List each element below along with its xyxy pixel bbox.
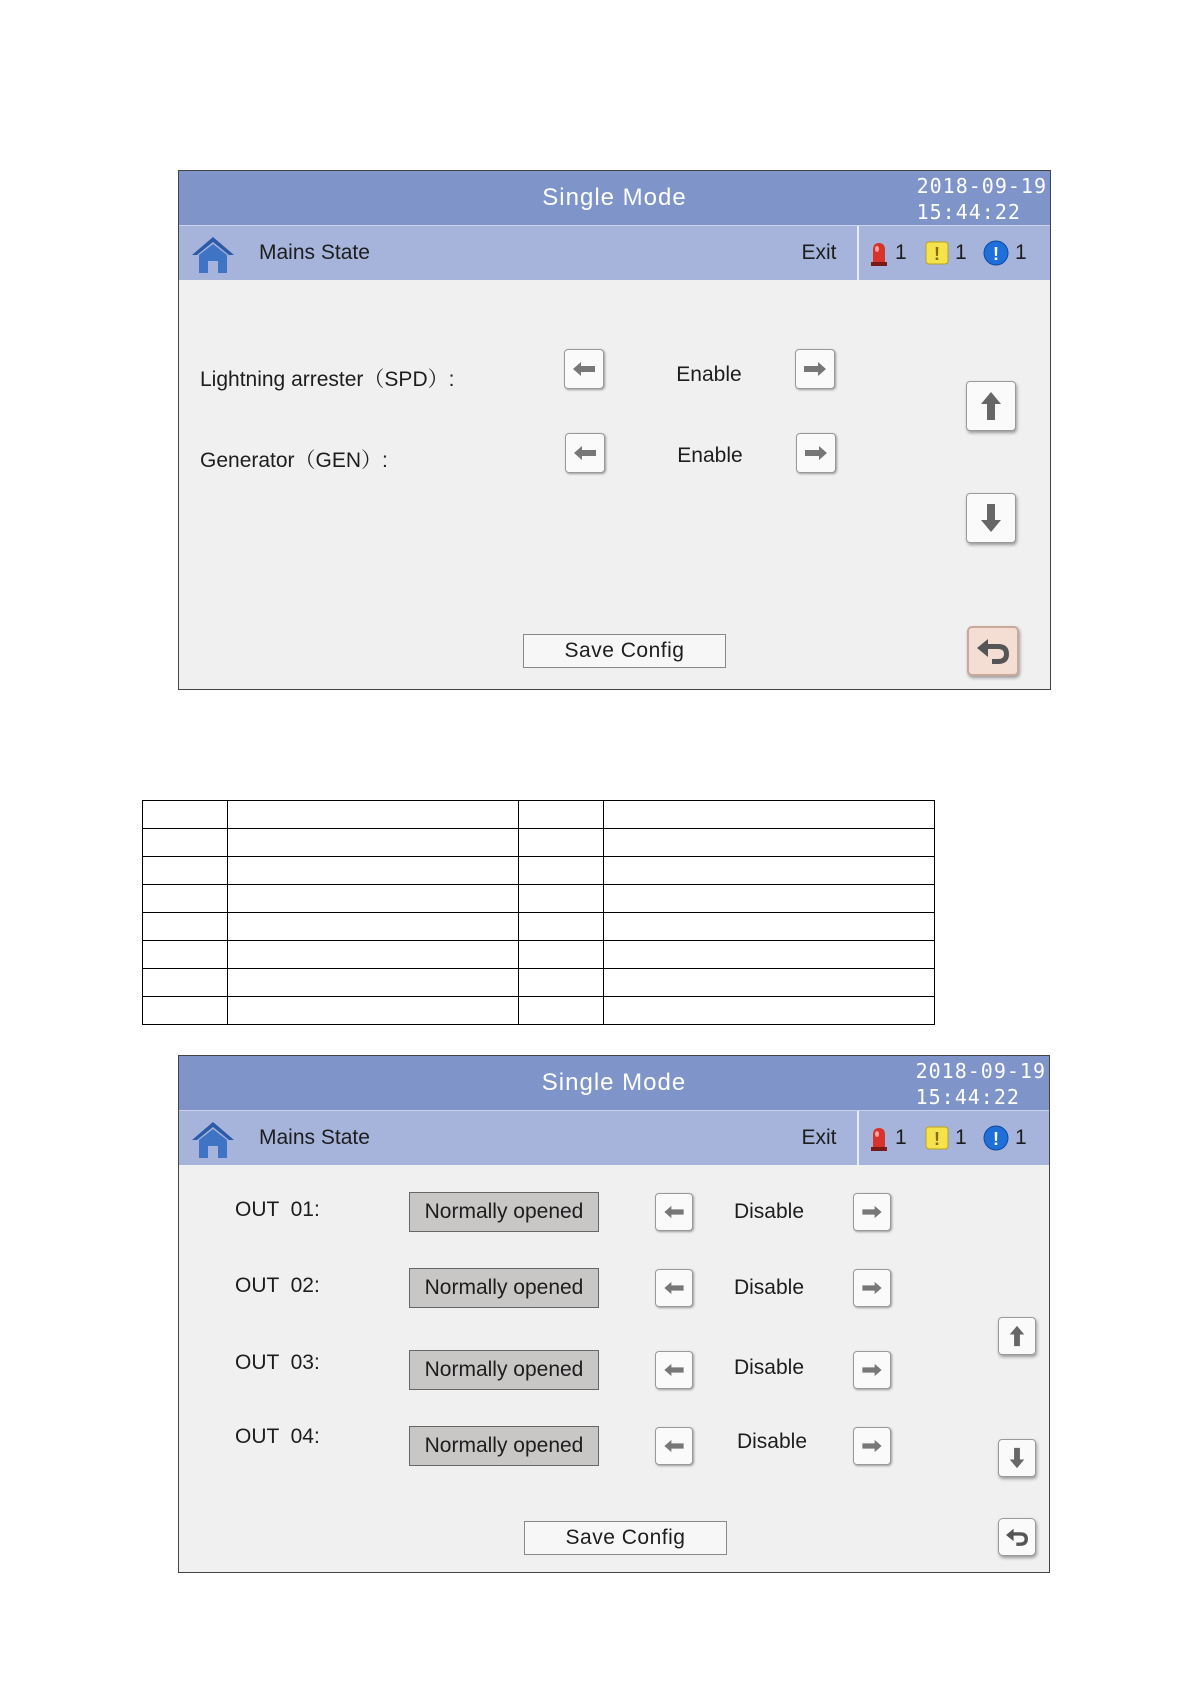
table-cell: [518, 969, 604, 997]
arrow-up-icon: [980, 391, 1002, 421]
out02-mode-button[interactable]: Normally opened: [409, 1268, 599, 1308]
page-down-button[interactable]: [998, 1439, 1036, 1477]
save-config-button[interactable]: Save Config: [524, 1521, 727, 1555]
out03-prev-button[interactable]: [655, 1351, 693, 1389]
arrow-left-icon: [663, 1281, 685, 1295]
sub-bar: [179, 1110, 1049, 1165]
arrow-right-icon: [861, 1205, 883, 1219]
return-icon: [974, 636, 1012, 666]
table-cell: [227, 829, 518, 857]
svg-text:!: !: [934, 244, 940, 264]
arrow-right-icon: [803, 361, 827, 377]
table-cell: [604, 801, 935, 829]
table-row: [143, 801, 935, 829]
page-up-button[interactable]: [966, 381, 1016, 431]
info-icon: [983, 1125, 1009, 1151]
table-cell: [604, 885, 935, 913]
screen-spd-gen-settings: [178, 170, 1051, 690]
out03-next-button[interactable]: [853, 1351, 891, 1389]
alarm-info[interactable]: [983, 1125, 1027, 1151]
alarm-info-count: 1: [1015, 1126, 1027, 1149]
blank-grid-table: [142, 800, 935, 1025]
svg-text:!: !: [993, 244, 999, 264]
alarm-summary: [857, 226, 1050, 280]
arrow-left-icon: [663, 1363, 685, 1377]
out04-mode-button[interactable]: Normally opened: [409, 1426, 599, 1466]
arrow-left-icon: [572, 361, 596, 377]
alarm-siren-count: 1: [895, 1126, 907, 1149]
page-title: Single Mode: [541, 1069, 687, 1096]
table-cell: [227, 801, 518, 829]
table-row: [143, 857, 935, 885]
out01-next-button[interactable]: [853, 1193, 891, 1231]
info-icon: [983, 240, 1009, 266]
page-title: Single Mode: [542, 184, 687, 211]
arrow-right-icon: [861, 1363, 883, 1377]
arrow-down-icon: [980, 503, 1002, 533]
page-up-button[interactable]: [998, 1317, 1036, 1355]
arrow-down-icon: [1009, 1447, 1025, 1469]
out03-label: OUT 03:: [235, 1351, 320, 1374]
table-cell: [143, 829, 228, 857]
table-row: [143, 885, 935, 913]
out03-mode-button[interactable]: Normally opened: [409, 1350, 599, 1390]
gen-prev-button[interactable]: [565, 433, 605, 473]
date-display: 2018-09-19: [915, 1059, 1046, 1083]
table-cell: [143, 969, 228, 997]
alarm-info[interactable]: [983, 240, 1027, 266]
alarm-siren[interactable]: [869, 240, 907, 266]
table-cell: [518, 885, 604, 913]
alarm-summary: [857, 1111, 1049, 1165]
out02-next-button[interactable]: [853, 1269, 891, 1307]
out01-prev-button[interactable]: [655, 1193, 693, 1231]
out04-next-button[interactable]: [853, 1427, 891, 1465]
siren-icon: [869, 240, 889, 266]
table-row: [143, 913, 935, 941]
table-cell: [518, 941, 604, 969]
return-icon: [1004, 1526, 1030, 1548]
spd-value: Enable: [676, 363, 742, 386]
time-display: 15:44:22: [916, 200, 1021, 224]
table-cell: [143, 997, 228, 1025]
table-cell: [604, 941, 935, 969]
table-cell: [227, 857, 518, 885]
save-config-button[interactable]: Save Config: [523, 634, 726, 668]
out02-value: Disable: [733, 1276, 805, 1299]
title-bar: [179, 171, 1050, 225]
sub-bar: [179, 225, 1050, 280]
table-cell: [604, 913, 935, 941]
out01-label: OUT 01:: [235, 1198, 320, 1221]
exit-button[interactable]: Exit: [801, 241, 837, 264]
table-cell: [227, 969, 518, 997]
warning-icon: [925, 1126, 949, 1150]
warning-icon: [925, 241, 949, 265]
table-cell: [518, 997, 604, 1025]
out02-prev-button[interactable]: [655, 1269, 693, 1307]
table-cell: [143, 941, 228, 969]
out04-label: OUT 04:: [235, 1425, 320, 1448]
screen-output-settings: [178, 1055, 1050, 1573]
table-cell: [604, 997, 935, 1025]
gen-next-button[interactable]: [796, 433, 836, 473]
table-cell: [227, 885, 518, 913]
out02-label: OUT 02:: [235, 1274, 320, 1297]
gen-value: Enable: [677, 444, 743, 467]
table-cell: [227, 997, 518, 1025]
alarm-warning-count: 1: [955, 1126, 967, 1149]
home-icon[interactable]: [189, 233, 237, 275]
arrow-right-icon: [861, 1281, 883, 1295]
siren-icon: [869, 1125, 889, 1151]
table-cell: [227, 941, 518, 969]
back-button[interactable]: [998, 1518, 1036, 1556]
gen-label: Generator（GEN）:: [200, 449, 388, 472]
out04-value: Disable: [736, 1430, 808, 1453]
arrow-up-icon: [1009, 1325, 1025, 1347]
datetime: [917, 173, 1047, 225]
section-title: Mains State: [259, 1126, 370, 1149]
table-cell: [604, 857, 935, 885]
alarm-siren[interactable]: [869, 1125, 907, 1151]
datetime: [916, 1058, 1046, 1110]
table-row: [143, 829, 935, 857]
table-cell: [143, 857, 228, 885]
page-down-button[interactable]: [966, 493, 1016, 543]
arrow-right-icon: [861, 1439, 883, 1453]
arrow-left-icon: [663, 1439, 685, 1453]
table-cell: [518, 801, 604, 829]
table-row: [143, 941, 935, 969]
table-row: [143, 997, 935, 1025]
table-cell: [604, 969, 935, 997]
table-cell: [143, 885, 228, 913]
table-cell: [143, 801, 228, 829]
table-cell: [227, 913, 518, 941]
alarm-siren-count: 1: [895, 241, 907, 264]
arrow-right-icon: [804, 445, 828, 461]
arrow-left-icon: [663, 1205, 685, 1219]
svg-text:!: !: [993, 1129, 999, 1149]
out01-mode-button[interactable]: Normally opened: [409, 1192, 599, 1232]
out01-value: Disable: [733, 1200, 805, 1223]
out03-value: Disable: [733, 1356, 805, 1379]
spd-prev-button[interactable]: [564, 349, 604, 389]
out04-prev-button[interactable]: [655, 1427, 693, 1465]
home-icon[interactable]: [189, 1118, 237, 1160]
alarm-warning[interactable]: [925, 240, 967, 266]
table-row: [143, 969, 935, 997]
back-button[interactable]: [967, 626, 1019, 676]
table-cell: [604, 829, 935, 857]
svg-text:!: !: [934, 1129, 940, 1149]
section-title: Mains State: [259, 241, 370, 264]
table-cell: [518, 829, 604, 857]
spd-next-button[interactable]: [795, 349, 835, 389]
alarm-warning[interactable]: [925, 1125, 967, 1151]
table-cell: [518, 857, 604, 885]
arrow-left-icon: [573, 445, 597, 461]
spd-label: Lightning arrester（SPD）:: [200, 368, 455, 391]
table-cell: [518, 913, 604, 941]
time-display: 15:44:22: [915, 1085, 1020, 1109]
date-display: 2018-09-19: [916, 174, 1047, 198]
table-cell: [143, 913, 228, 941]
alarm-info-count: 1: [1015, 241, 1027, 264]
exit-button[interactable]: Exit: [801, 1126, 837, 1149]
title-bar: [179, 1056, 1049, 1110]
alarm-warning-count: 1: [955, 241, 967, 264]
